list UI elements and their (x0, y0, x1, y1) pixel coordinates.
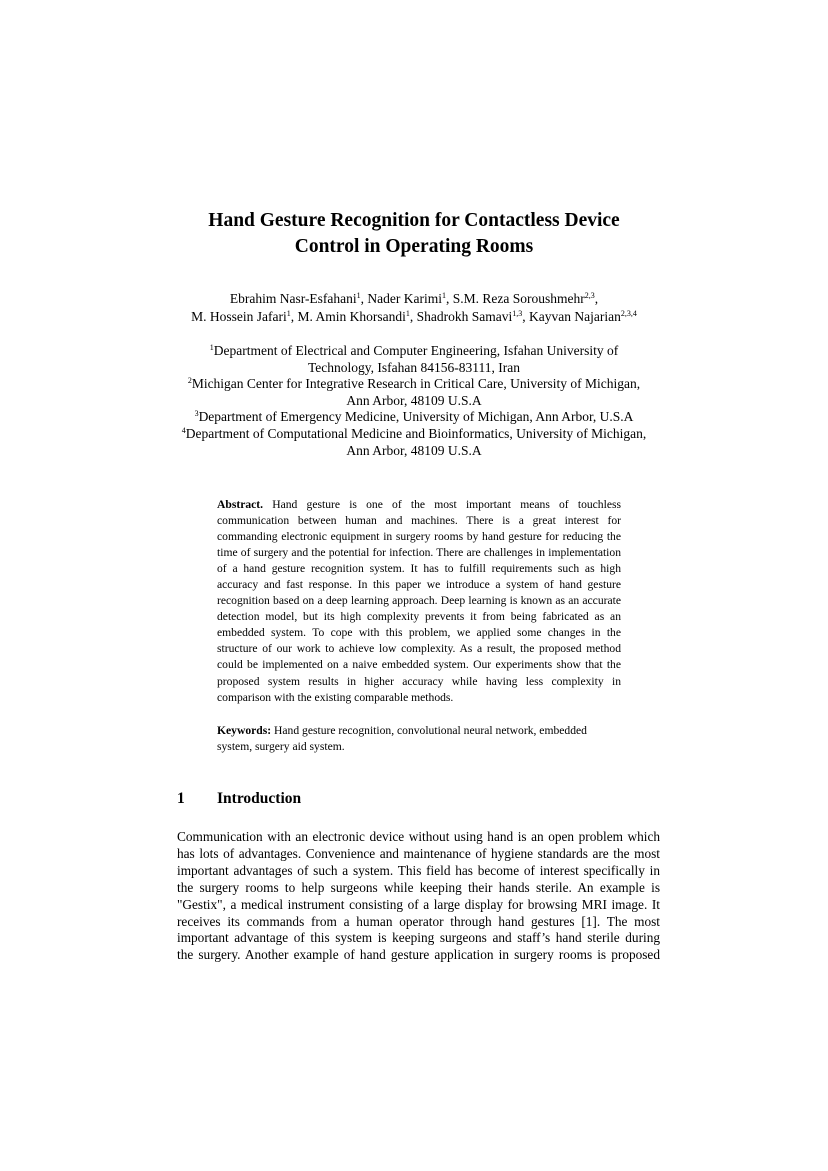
abstract (217, 497, 621, 706)
author-affiliation-mark: 1,3 (512, 309, 523, 318)
affiliation-2: $^2$Michigan Center for Integrative Research in Critical Care, University of Michigan, (187, 376, 641, 392)
abstract-text: Hand gesture is one of the most important means of touchless communication between human and machines. There is a great interest for commanding electronic equipment in surgery rooms by hand gesture for reducing the time of surgery and the potential for infection. There are challenges in implementation of a hand gesture recognition system. It has to fulfill requirements such as high accuracy and fast response. In this paper we introduce a system of hand gesture recognition based on a deep learning approach. Deep learning is known as an accurate detection model, but its high complexity prevents it from being fabricated as an embedded system. To cope with this problem, we applied some changes in the structure of our work to achieve low complexity. As a result, the proposed method could be implemented on a naive embedded system. Our experiments show that the proposed system results in higher accuracy while having less complexity in comparison with the existing comparable methods. (217, 498, 621, 704)
author-affiliation-mark: 1 (356, 291, 361, 300)
title-line-2: Control in Operating Rooms (294, 236, 534, 257)
affiliation-1: $^1$Department of Electrical and Computer Engineering, Isfahan University of (209, 343, 619, 358)
intro-line: important advantage of this system is keeping surgeons and staff’s hand sterile during (177, 930, 660, 946)
author-name: S.M. Reza Soroushmehr (452, 291, 585, 306)
author-affiliation-mark: 1 (442, 291, 447, 300)
author-affiliation-mark: 2,3,4 (620, 309, 637, 318)
affiliation-3: $^3$Department of Emergency Medicine, University of Michigan, Ann Arbor, U.S.A (194, 409, 634, 425)
author-name: M. Amin Khorsandi (297, 309, 406, 324)
intro-line: has lots of advantages. Convenience and maintenance of hygiene standards are the most (177, 845, 660, 861)
section-number: 1 (177, 790, 185, 807)
paper-title (0, 208, 828, 260)
author-affiliation-mark: 1 (405, 309, 410, 318)
intro-line: the surgery rooms to help surgeons while keeping their hands sterile. An example is (177, 879, 660, 895)
author-line-2: M. Hossein Jafari$^1$, M. Amin Khorsandi$^1$, Shadrokh Samavi$^{1,3}$, Kayvan Najarian$^{2,3,4}$ (191, 309, 637, 324)
affiliation-4-cont: Ann Arbor, 48109 U.S.A (346, 442, 482, 458)
section-heading (177, 789, 301, 809)
affiliation-4: $^4$Department of Computational Medicine and Bioinformatics, University of Michigan, (181, 425, 647, 441)
intro-paragraph (177, 829, 660, 964)
intro-line: receives its commands from a human operator through hand gestures [1]. The most (177, 913, 660, 929)
keywords-label: Keywords: (217, 724, 272, 737)
author-list (0, 290, 828, 326)
author-name: Nader Karimi (367, 291, 443, 306)
affiliation-1-cont: Technology, Isfahan 84156-83111, Iran (308, 359, 520, 375)
author-affiliation-mark: 1 (286, 309, 291, 318)
affiliation-2-cont: Ann Arbor, 48109 U.S.A (346, 392, 482, 408)
affiliation-list (0, 343, 828, 459)
keywords (217, 723, 621, 755)
intro-line: "Gestix", a medical instrument consisting of a large display for browsing MRI image. It (177, 896, 660, 912)
abstract-label: Abstract. (217, 498, 264, 511)
author-name: M. Hossein Jafari (191, 309, 287, 324)
title-line-1: Hand Gesture Recognition for Contactless Device (208, 210, 620, 231)
keywords-text: Hand gesture recognition, convolutional neural network, embedded system, surgery aid system. (217, 724, 587, 754)
author-name: Shadrokh Samavi (416, 309, 513, 324)
author-affiliation-mark: 2,3 (584, 291, 595, 300)
section-title: Introduction (217, 790, 302, 807)
author-name: Ebrahim Nasr-Esfahani (229, 291, 357, 306)
intro-line: the surgery. Another example of hand gesture application in surgery rooms is proposed (177, 947, 660, 963)
intro-line: important advantages of such a system. This field has become of interest specifically in (177, 862, 660, 878)
author-line-1: Ebrahim Nasr-Esfahani$^1$, Nader Karimi$^1$, S.M. Reza Soroushmehr$^{2,3}$, (229, 291, 599, 306)
author-name: Kayvan Najarian (529, 309, 621, 324)
intro-line: Communication with an electronic device without using hand is an open problem which (177, 829, 660, 844)
